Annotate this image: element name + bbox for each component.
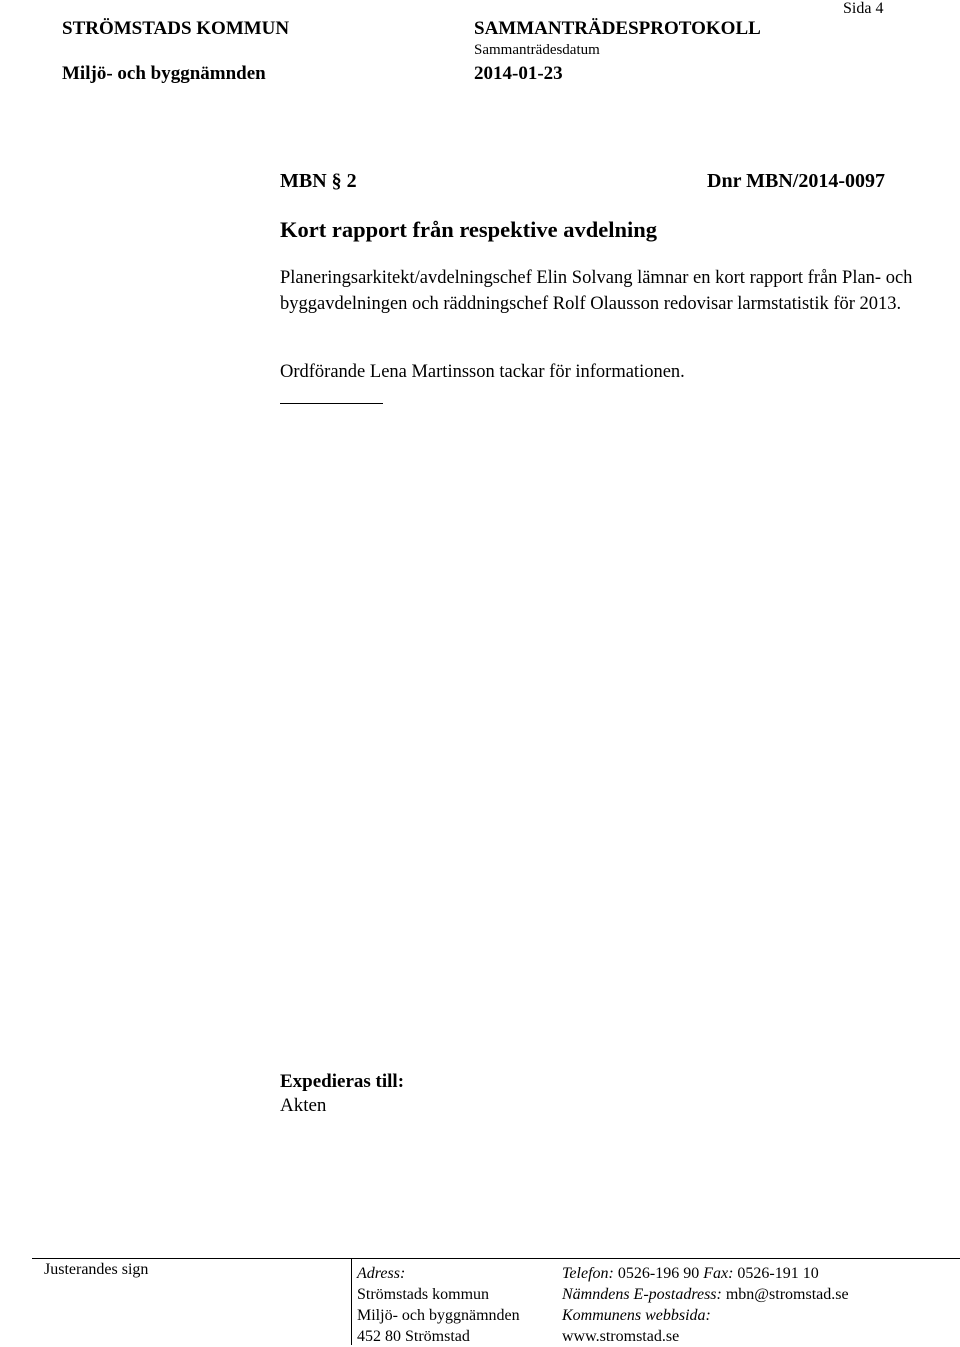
email-line [562,1284,849,1305]
expedieras-value: Akten [280,1095,327,1116]
page-number: Sida 4 [843,0,884,17]
phone-label: Telefon: [562,1265,614,1282]
case-dnr: Dnr MBN/2014-0097 [707,170,885,192]
case-title: Kort rapport från respektive avdelning [280,217,658,242]
case-note: Ordförande Lena Martinsson tackar för informationen. [280,362,685,382]
email-address: mbn@stromstad.se [725,1286,849,1303]
email-label: Nämndens E-postadress: [562,1286,722,1303]
committee-name: Miljö- och byggnämnden [62,63,266,84]
web-label: Kommunens webbsida: [562,1307,711,1324]
expedieras-label: Expedieras till: [280,1071,405,1092]
case-paragraph: Planeringsarkitekt/avdelningschef Elin Solvang lämnar en kort rapport från Plan- och byggavdelningen och räddningschef Rolf Olausson redovisar larmstatistik för 2013. [280,268,913,314]
web-link[interactable]: www.stromstad.se [562,1328,680,1345]
phone-number: 0526-196 90 [617,1265,700,1282]
address-line: Miljö- och byggnämnden [357,1307,520,1324]
municipality-name: STRÖMSTADS KOMMUN [62,18,290,39]
footer-address [357,1263,520,1347]
phone-fax-line [562,1263,849,1284]
address-line: 452 80 Strömstad [357,1328,470,1345]
document-type: SAMMANTRÄDESPROTOKOLL [474,18,761,39]
address-label: Adress: [357,1265,406,1282]
footer-contact [562,1263,849,1347]
footer-rule [32,1258,960,1259]
signature-label: Justerandes sign [44,1261,149,1278]
section-end-rule [280,403,383,404]
case-number: MBN § 2 [280,170,357,192]
address-line: Strömstads kommun [357,1286,490,1303]
fax-number: 0526-191 10 [737,1265,819,1282]
meeting-date: 2014-01-23 [474,63,563,84]
footer-divider [351,1259,352,1345]
meeting-date-label: Sammanträdesdatum [474,42,600,58]
fax-label: Fax: [703,1265,734,1282]
